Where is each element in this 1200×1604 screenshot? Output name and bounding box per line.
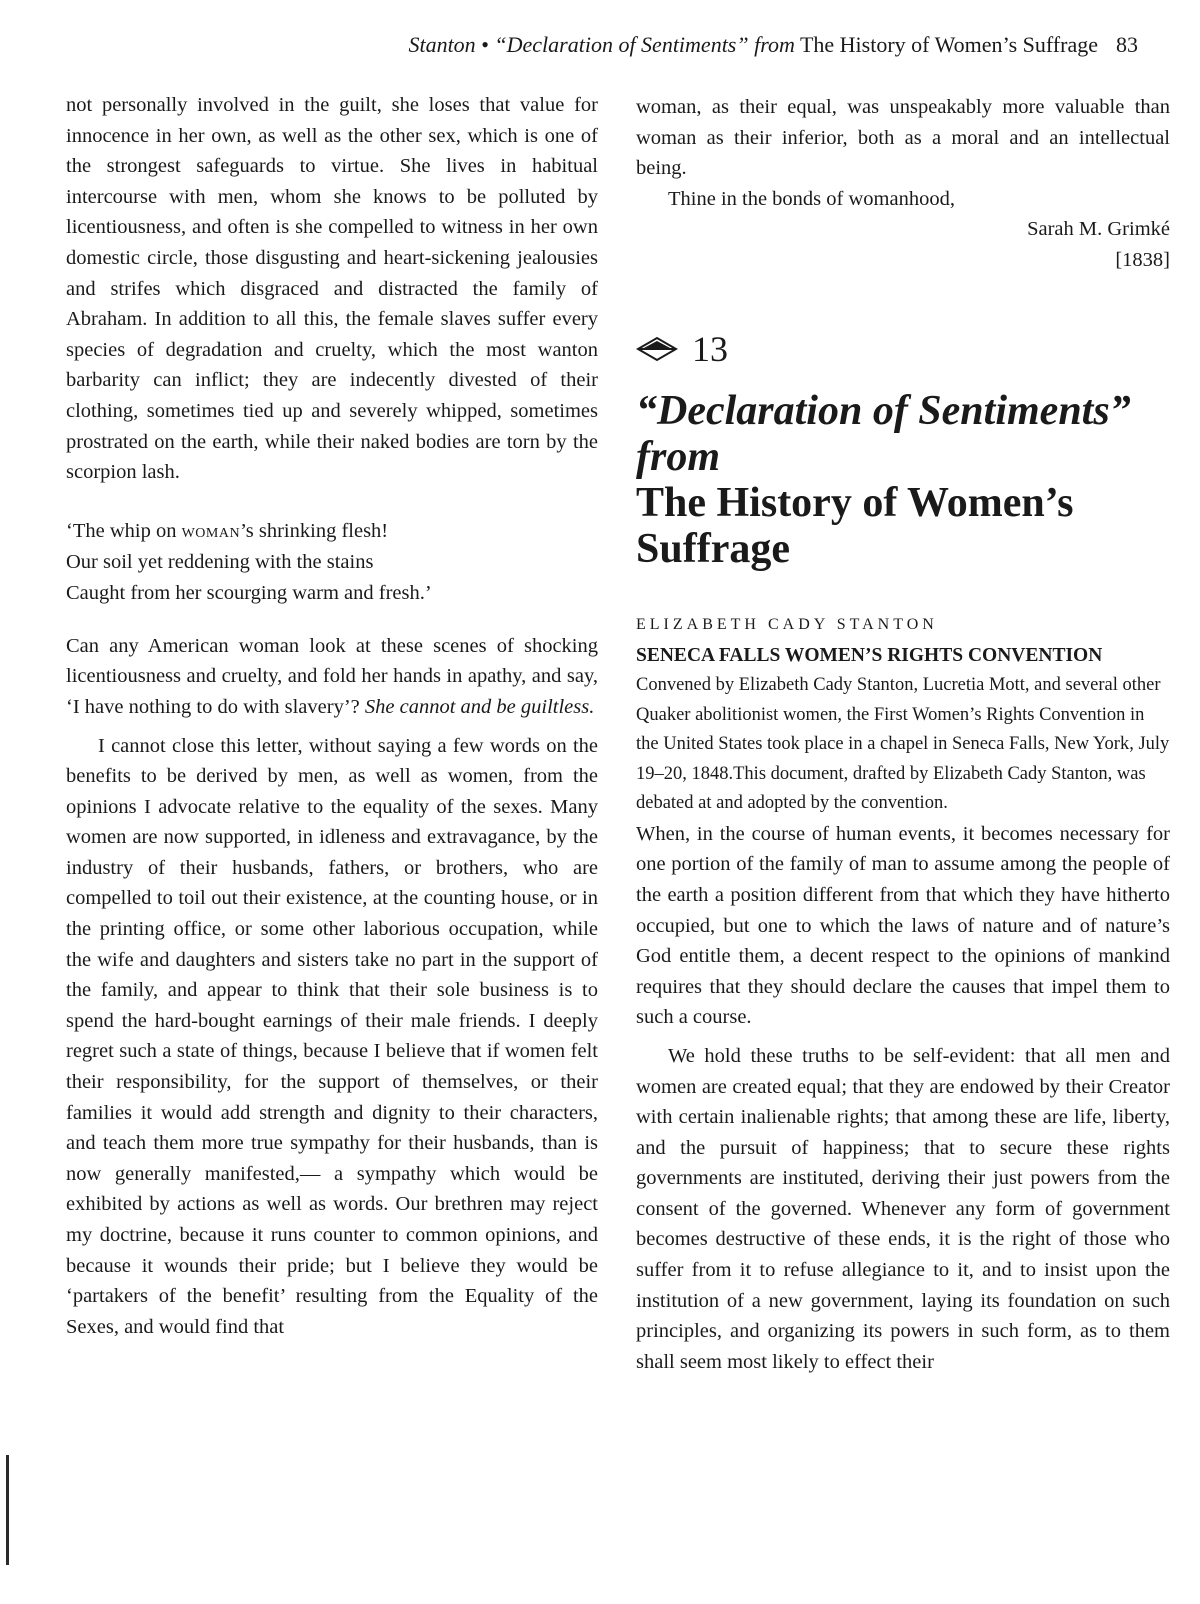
page-number: 83 <box>1116 32 1138 57</box>
chapter-number: 13 <box>692 328 728 369</box>
paragraph: When, in the course of human events, it becomes necessary for one portion of the family of man to assume among the people of the earth a position different from that which they have hitherto occupied, but one to which the laws of nature and of nature’s God entitle them, a decent respect to the opinions of mankind requires that they should declare the causes that impel them to such a course. <box>636 822 1170 1029</box>
intro-lead: SENECA FALLS WOMEN’S RIGHTS CONVENTION <box>636 644 1103 666</box>
verse-quote <box>66 516 598 609</box>
header-separator: • <box>475 32 495 57</box>
chapter-title <box>636 388 1170 572</box>
paragraph: woman, as their equal, was unspeakably more valuable than woman as their inferior, both as a moral and an intellectual being. <box>636 96 1170 180</box>
intro-note <box>636 641 1170 819</box>
paragraph <box>66 631 598 723</box>
verse-line: Our soil yet reddening with the stains <box>66 550 374 573</box>
paragraph-text: Can any American woman look at these scenes of shocking licentiousness and cruelty, and fold her hands in apathy, and say, ‘I have nothing to do with slavery’? <box>66 634 598 718</box>
emphasis-text: She cannot and be guiltless. <box>364 695 595 718</box>
right-column <box>636 92 1170 1377</box>
verse-text: ’s shrinking flesh! <box>240 519 389 542</box>
title-italic: “Declaration of Sentiments” from <box>636 388 1131 481</box>
verse-line: Caught from her scourging warm and fresh.’ <box>66 581 432 604</box>
verse-text: ‘The whip on <box>66 519 182 542</box>
letter-closing: Thine in the bonds of womanhood, <box>668 187 955 210</box>
header-work: “Declaration of Sentiments” from <box>494 32 795 57</box>
title-bold: The History of Women’s Suffrage <box>636 480 1074 573</box>
verse-small-caps: woman <box>181 519 241 542</box>
signature: Sarah M. Grimké <box>1027 218 1170 241</box>
left-column <box>66 90 598 1342</box>
intro-text: Convened by Elizabeth Cady Stanton, Lucretia Mott, and several other Quaker abolitionist women, the First Women’s Rights Convention in the United States took place in a chapel in Seneca Falls, New York, July 19–20, 1848.This document, drafted by Elizabeth Cady Stanton, was debated at and adopted by the convention. <box>636 675 1170 814</box>
scan-margin-mark <box>6 1455 9 1565</box>
paragraph: I cannot close this letter, without saying a few words on the benefits to be derived by men, as well as women, from the opinions I advocate relative to the equality of the sexes. Many women are now supported, in idleness and extravagance, by the industry of their husbands, fathers, or brothers, who are compelled to toil out their existence, at the counting house, or in the printing office, or some other laborious occupation, while the wife and daughters and sisters take no part in the support of the family, and appear to think that their sole business is to spend the hard-bought earnings of their male friends. I deeply regret such a state of things, because I believe that if women felt their responsibility, for the support of themselves, or their families it would add strength and dignity to their characters, and teach them more true sympathy for their husbands, than is now generally manifested,— a sympathy which would be exhibited by actions as well as words. Our brethren may reject my doctrine, because it runs counter to common opinions, and because it wounds their pride; but I believe they would be ‘partakers of the benefit’ resulting from the Equality of the Sexes, and would find that <box>66 734 598 1338</box>
header-author: Stanton <box>408 32 476 57</box>
chapter-author: ELIZABETH CADY STANTON <box>636 616 938 634</box>
paragraph: not personally involved in the guilt, she loses that value for innocence in her own, as well as the other sex, which is one of the strongest safeguards to virtue. She lives in habitual intercourse with men, whom she knows to be polluted by licentiousness, and often is she compelled to witness in her own domestic circle, those disgusting and heart-sickening jealousies and strifes which disgraced and distracted the family of Abraham. In addition to all this, the female slaves suffer every species of degradation and cruelty, which the most wanton barbarity can inflict; they are indecently divested of their clothing, sometimes tied up and severely whipped, sometimes prostrated on the earth, while their naked bodies are torn by the scorpion lash. <box>66 94 598 484</box>
chapter-ornament-icon <box>636 336 678 362</box>
header-book: The History of Women’s Suffrage <box>794 32 1098 57</box>
chapter-heading <box>636 328 1170 369</box>
running-header <box>300 32 1138 58</box>
letter-year: [1838] <box>1115 248 1170 271</box>
paragraph: We hold these truths to be self-evident: that all men and women are created equal; that they are endowed by their Creator with certain inalienable rights; that among these are life, liberty, and the pursuit of happiness; that to secure these rights governments are instituted, deriving their just powers from the consent of the governed. Whenever any form of government becomes destructive of these ends, it is the right of those who suffer from it to refuse allegiance to it, and to insist upon the institution of a new government, laying its foundation on such principles, and organizing its powers in such form, as to them shall seem most likely to effect their <box>636 1044 1170 1373</box>
verse-line <box>66 516 598 547</box>
